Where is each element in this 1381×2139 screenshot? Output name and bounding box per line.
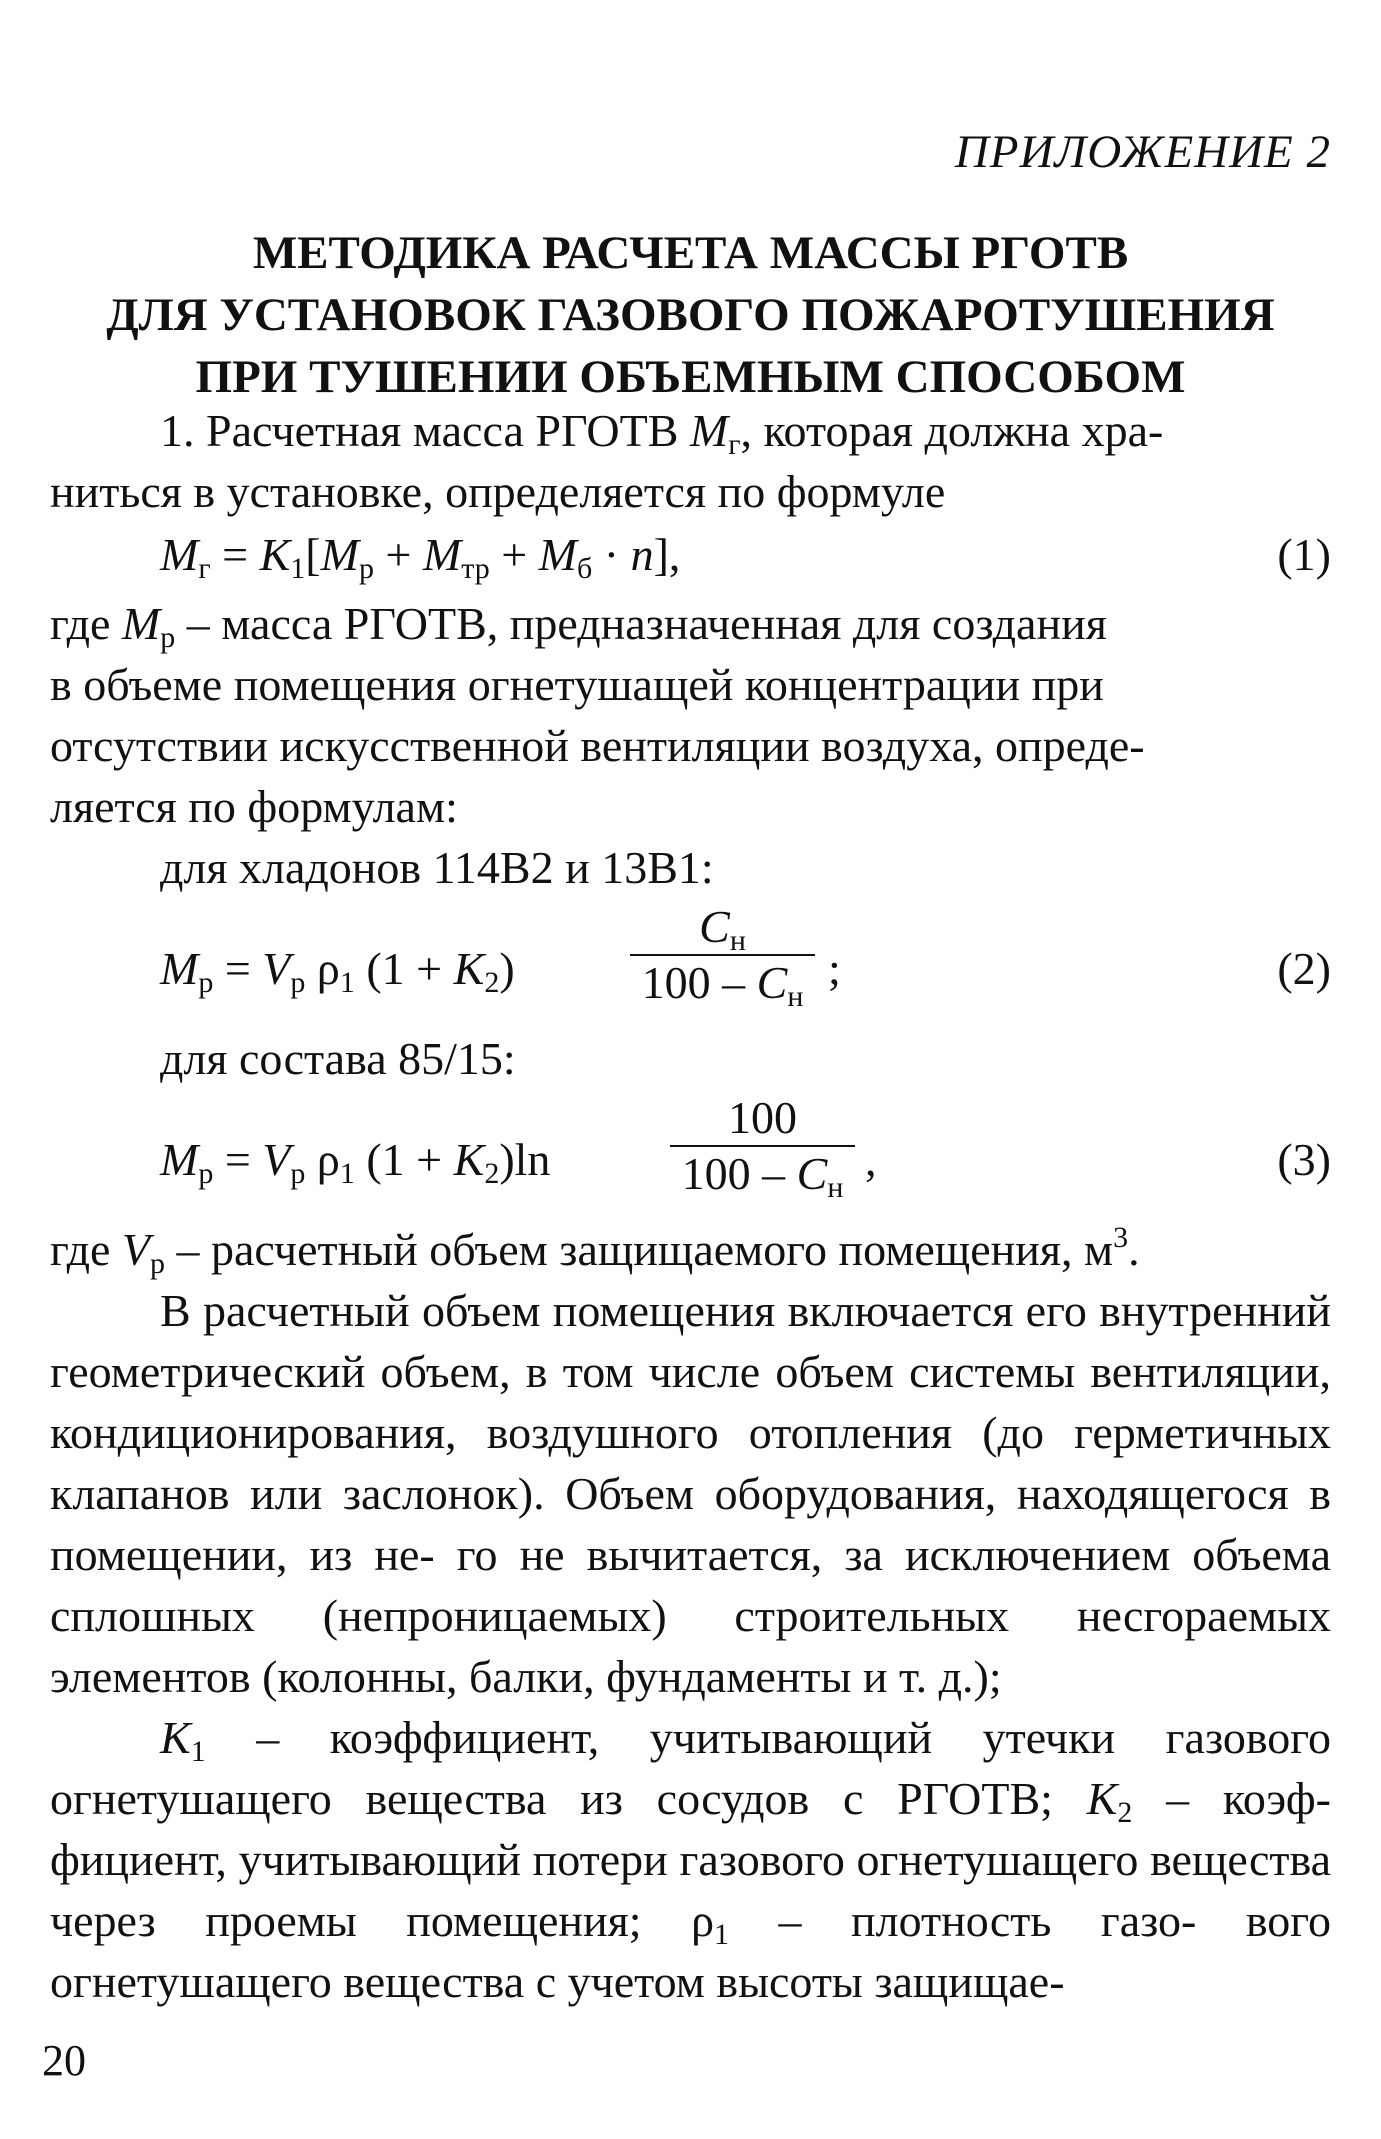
formula-1: $M_г = K_1[M_р + M_{тр} + M_б \cdot n]$, (1) (50, 524, 1331, 585)
title-line-3: ПРИ ТУШЕНИИ ОБЪЕМНЫМ СПОСОБОМ (195, 351, 1186, 403)
label-composition: для состава 85/15: (160, 1033, 516, 1084)
paragraph-4: В расчетный объем помещения включается его внутренний геометрический объем, в том числе объем системы вентиляции, кондиционирования, воздушного отопления (до герметичных клапанов или заслонок). Объем оборудования, находящегося в помещении, из не- го не вычитается, за исключением объема сплошных (непроницаемых) строительных несгораемых элементов (колонны, балки, фундаменты и т. д.); (50, 1285, 1332, 1702)
document-body (50, 400, 1331, 2012)
title-line-2: ДЛЯ УСТАНОВОК ГАЗОВОГО ПОЖАРОТУШЕНИЯ (106, 289, 1275, 341)
title-line-1: МЕТОДИКА РАСЧЕТА МАССЫ РГОТВ (252, 227, 1129, 279)
page-number: 20 (42, 2036, 86, 2085)
paragraph-5: $K_1$ – коэффициент, учитывающий утечки газового огнетушащего вещества из сосудов с РГОТВ; $K_2$ – коэф- фициент, учитывающий потери газового огнетушащего вещества через проемы помещения; $\rho_1$ – плотность газо- вого огнетушащего вещества с учетом высоты защищае- (50, 1712, 1332, 2007)
label-freons: для хладонов 114В2 и 13В1: (160, 842, 714, 893)
formula-3: $M_р = V_р$ $\rho_1$ $(1 + K_2)\ln$ 100 $100 - C_н$ , (3) (160, 1092, 1331, 1204)
page-title (50, 222, 1331, 408)
paragraph-2: где $M_р$ – масса РГОТВ, предназначенная для создания в объеме помещения огнетушащей концентрации при отсутствии искусственной вентиляции воздуха, опреде- ляется по формулам: (50, 598, 1145, 832)
formula-3-number: (3) (1277, 1134, 1331, 1185)
paragraph-3: где $V_р$ – расчетный объем защищаемого помещения, $м^3$. (50, 1221, 1140, 1280)
formula-2-number: (2) (1277, 943, 1331, 994)
appendix-label: ПРИЛОЖЕНИЕ 2 (954, 126, 1331, 178)
formula-2: $M_р = V_р$ $\rho_1$ $(1 + K_2)$ $C_н$ $100 - C_н$ ; (2) (160, 901, 1331, 1013)
formula-1-number: (1) (1277, 529, 1331, 580)
paragraph-1: 1. Расчетная масса РГОТВ $M_г$, которая должна хра- ниться в установке, определяется по формуле (50, 405, 1164, 517)
